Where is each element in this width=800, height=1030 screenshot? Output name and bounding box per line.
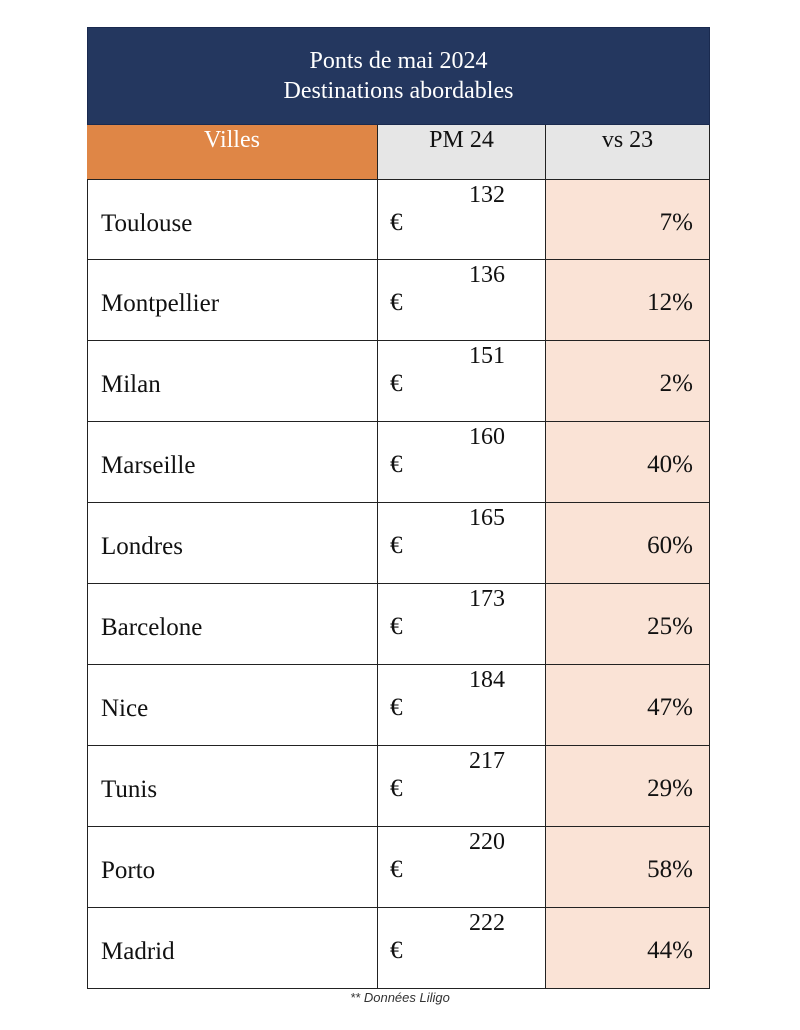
table-header-row: [87, 125, 710, 179]
variation-cell: 60%: [545, 503, 710, 583]
variation-cell: 29%: [545, 746, 710, 826]
price-amount: 165: [469, 505, 505, 531]
price-amount: 160: [469, 424, 505, 450]
price-cell: [377, 746, 545, 826]
euro-icon: €: [390, 532, 403, 559]
price-amount: 184: [469, 667, 505, 693]
table-row: [87, 503, 710, 584]
price-cell: [377, 503, 545, 583]
price-amount: 217: [469, 748, 505, 774]
euro-icon: €: [390, 451, 403, 478]
source-footnote: ** Données Liligo: [350, 990, 450, 1005]
variation-cell: 47%: [545, 665, 710, 745]
table-row: [87, 908, 710, 989]
table-row: [87, 179, 710, 260]
price-amount: 151: [469, 343, 505, 369]
price-amount: 222: [469, 910, 505, 936]
title-line-1: Ponts de mai 2024: [309, 48, 488, 74]
table-row: [87, 827, 710, 908]
city-cell: Marseille: [87, 422, 377, 502]
city-cell: Tunis: [87, 746, 377, 826]
euro-icon: €: [390, 370, 403, 397]
euro-icon: €: [390, 613, 403, 640]
table-row: [87, 746, 710, 827]
euro-icon: €: [390, 937, 403, 964]
table-body: [87, 179, 710, 989]
table-row: [87, 584, 710, 665]
price-table: [87, 27, 710, 989]
euro-icon: €: [390, 209, 403, 236]
variation-cell: 44%: [545, 908, 710, 988]
variation-cell: 58%: [545, 827, 710, 907]
city-cell: Toulouse: [87, 180, 377, 259]
table-row: [87, 665, 710, 746]
variation-cell: 7%: [545, 180, 710, 259]
variation-cell: 12%: [545, 260, 710, 340]
city-cell: Milan: [87, 341, 377, 421]
price-cell: [377, 341, 545, 421]
header-variation: vs 23: [545, 125, 710, 179]
city-cell: Nice: [87, 665, 377, 745]
city-cell: Londres: [87, 503, 377, 583]
price-cell: [377, 260, 545, 340]
city-cell: Porto: [87, 827, 377, 907]
variation-cell: 25%: [545, 584, 710, 664]
price-amount: 173: [469, 586, 505, 612]
table-row: [87, 341, 710, 422]
city-cell: Barcelone: [87, 584, 377, 664]
variation-cell: 2%: [545, 341, 710, 421]
header-cities: Villes: [87, 125, 377, 179]
euro-icon: €: [390, 856, 403, 883]
price-cell: [377, 665, 545, 745]
table-title: [87, 27, 710, 125]
city-cell: Montpellier: [87, 260, 377, 340]
price-cell: [377, 584, 545, 664]
table-row: [87, 260, 710, 341]
price-cell: [377, 180, 545, 259]
price-amount: 132: [469, 182, 505, 208]
euro-icon: €: [390, 775, 403, 802]
euro-icon: €: [390, 289, 403, 316]
price-cell: [377, 827, 545, 907]
city-cell: Madrid: [87, 908, 377, 988]
table-row: [87, 422, 710, 503]
price-cell: [377, 908, 545, 988]
title-line-2: Destinations abordables: [283, 78, 514, 104]
price-amount: 220: [469, 829, 505, 855]
price-cell: [377, 422, 545, 502]
variation-cell: 40%: [545, 422, 710, 502]
euro-icon: €: [390, 694, 403, 721]
price-amount: 136: [469, 262, 505, 288]
header-price: PM 24: [377, 125, 545, 179]
